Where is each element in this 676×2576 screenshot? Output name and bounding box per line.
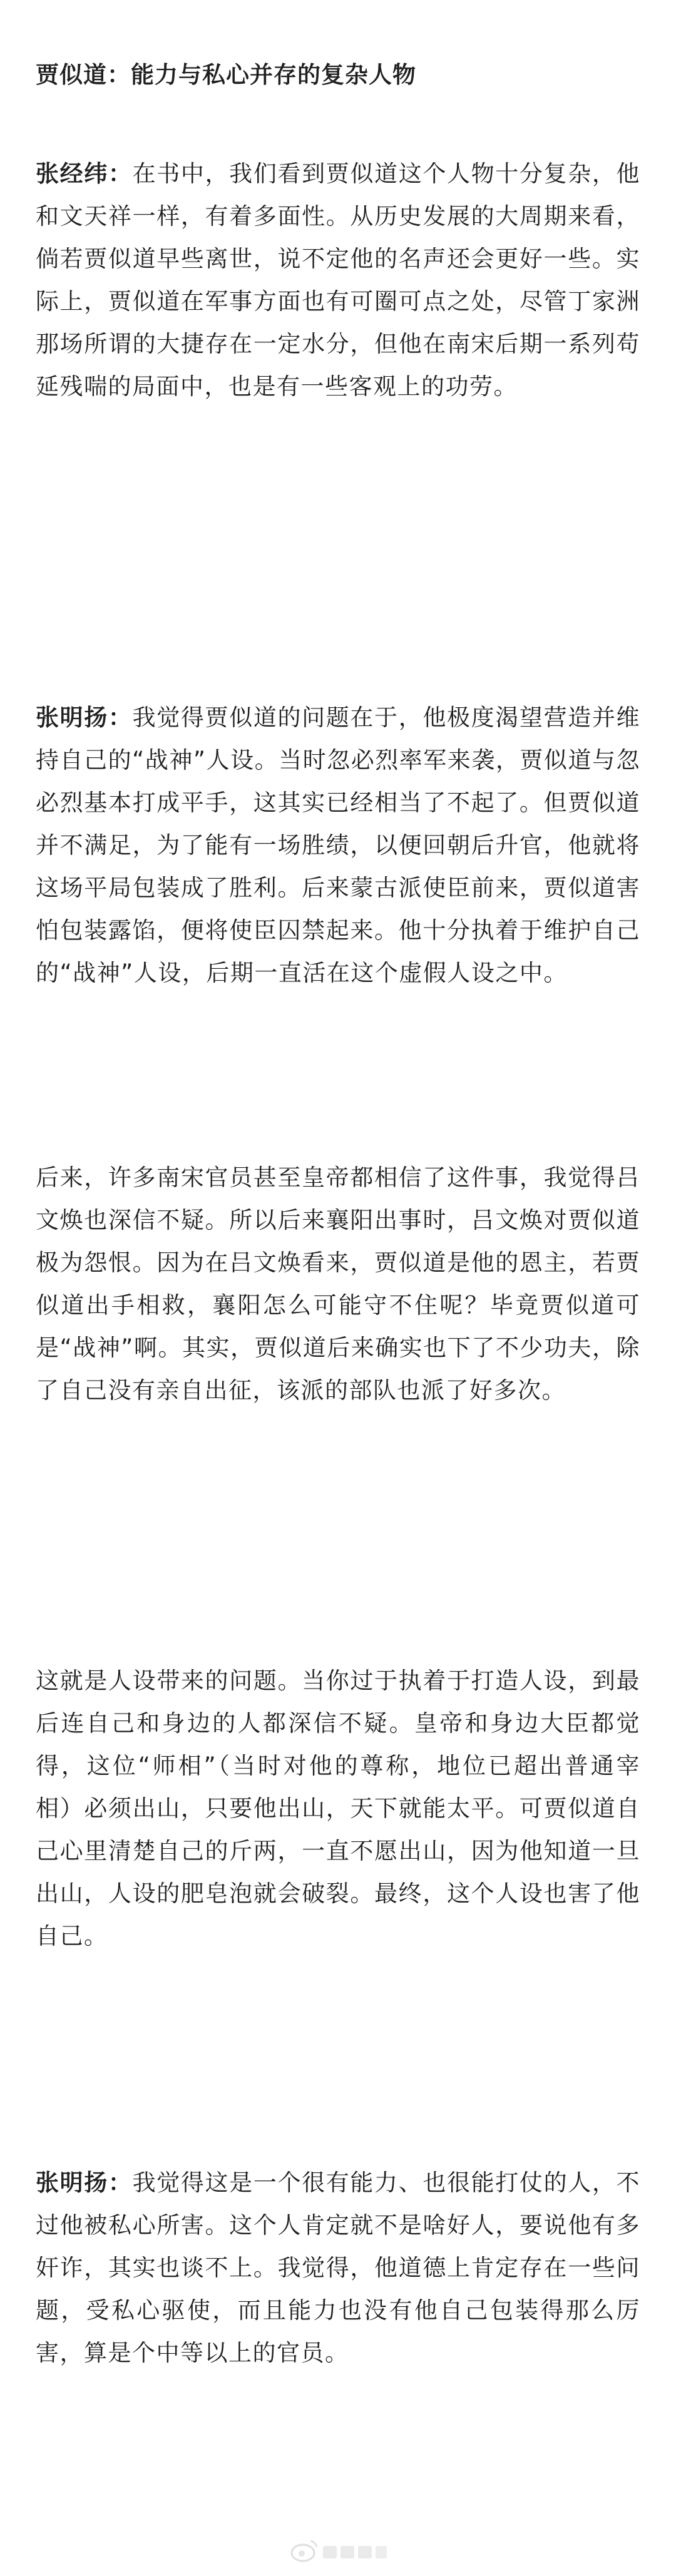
paragraph-text: 我觉得贾似道的问题在于，他极度渴望营造并维持自己的“战神”人设。当时忽必烈率军来袭，贾似道与忽必烈基本打成平手，这其实已经相当了不起了。但贾似道并不满足，为了能有一场胜绩，以便回朝后升官，他就将这场平局包装成了胜利。后来蒙古派使臣前来，贾似道害怕包装露馅，便将使臣囚禁起来。他十分执着于维护自己的“战神”人设，后期一直活在这个虚假人设之中。 [36,704,641,986]
paragraph-4 [36,1660,640,1958]
article-title: 贾似道：能力与私心并存的复杂人物 [36,61,416,88]
paragraph-1 [36,153,640,408]
paragraph-text: 这就是人设带来的问题。当你过于执着于打造人设，到最后连自己和身边的人都深信不疑。皇帝和身边大臣都觉得，这位“师相”（当时对他的尊称，地位已超出普通宰相）必须出山，只要他出山，天下就能太平。可贾似道自己心里清楚自己的斤两，一直不愿出山，因为他知道一旦出山，人设的肥皂泡就会破裂。最终，这个人设也害了他自己。 [36,1667,640,1950]
speaker-label: 张明扬： [36,704,133,731]
weibo-logo-watermark-icon [289,2536,389,2566]
paragraph-3 [36,1157,640,1412]
paragraph-text: 后来，许多南宋官员甚至皇帝都相信了这件事，我觉得吕文焕也深信不疑。所以后来襄阳出事时，吕文焕对贾似道极为怨恨。因为在吕文焕看来，贾似道是他的恩主，若贾似道出手相救，襄阳怎么可能守不住呢？毕竟贾似道可是“战神”啊。其实，贾似道后来确实也下了不少功夫，除了自己没有亲自出征，该派的部队也派了好多次。 [36,1164,640,1404]
speaker-label: 张经纬： [36,160,133,187]
paragraph-5 [36,2162,640,2374]
speaker-label: 张明扬： [36,2169,133,2196]
paragraph-2 [36,697,640,994]
paragraph-text: 在书中，我们看到贾似道这个人物十分复杂，他和文天祥一样，有着多面性。从历史发展的大周期来看，倘若贾似道早些离世，说不定他的名声还会更好一些。实际上，贾似道在军事方面也有可圈可点之处，尽管丁家洲那场所谓的大捷存在一定水分，但他在南宋后期一系列苟延残喘的局面中，也是有一些客观上的功劳。 [36,160,641,400]
paragraph-text: 我觉得这是一个很有能力、也很能打仗的人，不过他被私心所害。这个人肯定就不是啥好人，要说他有多奸诈，其实也谈不上。我觉得，他道德上肯定存在一些问题，受私心驱使，而且能力也没有他自己包装得那么厉害，算是个中等以上的官员。 [36,2169,641,2366]
